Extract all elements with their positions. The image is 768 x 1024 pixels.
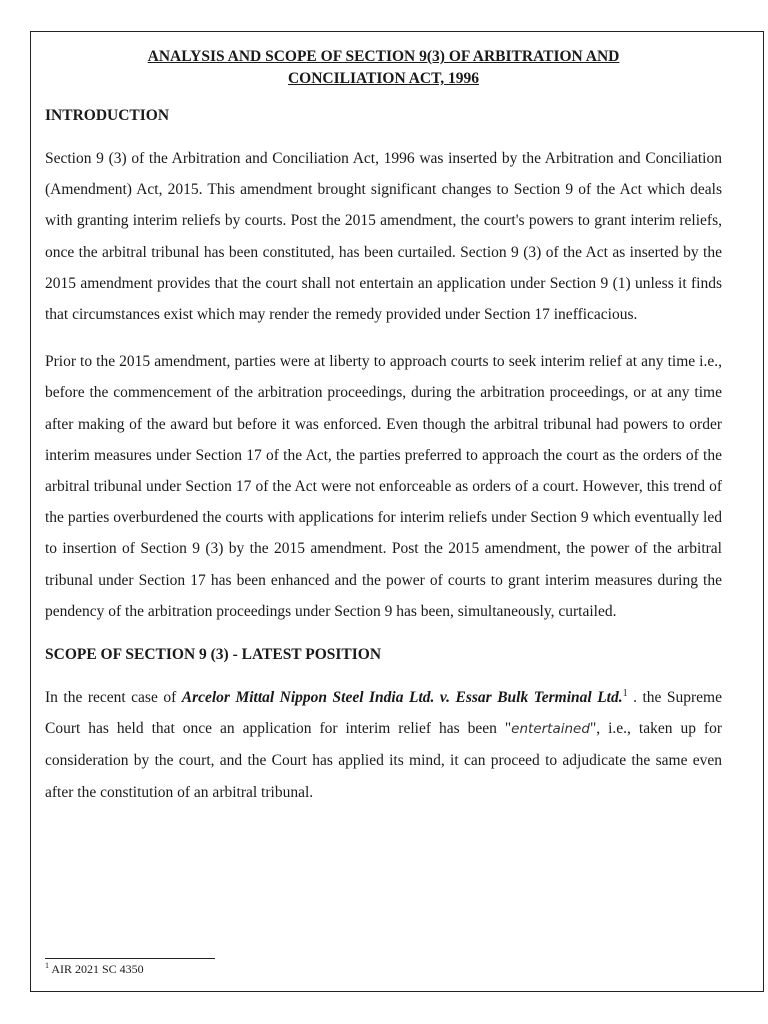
document-title xyxy=(45,46,722,90)
paragraph-latest-position xyxy=(45,682,722,808)
para3-after-ref: . the Supreme Court has held that once an application for interim relief has been " xyxy=(45,689,722,738)
title-line-2: CONCILIATION ACT, 1996 xyxy=(287,70,480,87)
footnote-number: 1 xyxy=(45,961,49,970)
document-body xyxy=(45,46,722,808)
footnote-reference[interactable]: 1 xyxy=(622,687,628,699)
heading-introduction: INTRODUCTION xyxy=(45,107,170,124)
para3-tail: ", i.e., taken up for consideration by the court, and the Court has applied its mind, it can proceed to adjudicate the same even after the constitution of an arbitral tribunal. xyxy=(45,720,722,801)
footnote-text: AIR 2021 SC 4350 xyxy=(49,962,144,976)
quoted-word: entertained xyxy=(511,721,590,738)
footnote-separator xyxy=(45,958,215,959)
footnote xyxy=(45,961,144,977)
para3-lead: In the recent case of xyxy=(45,689,182,707)
case-name: Arcelor Mittal Nippon Steel India Ltd. v. Essar Bulk Terminal Ltd. xyxy=(181,689,623,707)
paragraph-intro: Section 9 (3) of the Arbitration and Conciliation Act, 1996 was inserted by the Arbitration and Conciliation (Amendment) Act, 2015. This amendment brought significant changes to Section 9 of the Act which deals with granting interim reliefs by courts. Post the 2015 amendment, the court's powers to grant interim reliefs, once the arbitral tribunal has been constituted, has been curtailed. Section 9 (3) of the Act as inserted by the 2015 amendment provides that the court shall not entertain an application under Section 9 (1) unless it finds that circumstances exist which may render the remedy provided under Section 17 inefficacious. xyxy=(45,150,722,324)
title-line-1: ANALYSIS AND SCOPE OF SECTION 9(3) OF ARBITRATION AND xyxy=(147,48,620,65)
heading-scope: SCOPE OF SECTION 9 (3) - LATEST POSITION xyxy=(45,646,382,664)
paragraph-history: Prior to the 2015 amendment, parties were at liberty to approach courts to seek interim relief at any time i.e., before the commencement of the arbitration proceedings, during the arbitration proceedings, or at any time after making of the award but before it was enforced. Even though the arbitral tribunal had powers to order interim measures under Section 17 of the Act, the parties preferred to approach the court as the orders of the arbitral tribunal under Section 17 of the Act were not enforceable as orders of a court. However, this trend of the parties overburdened the courts with applications for interim reliefs under Section 9 which eventually led to insertion of Section 9 (3) by the 2015 amendment. Post the 2015 amendment, the power of the arbitral tribunal under Section 17 has been enhanced and the power of courts to grant interim measures during the pendency of the arbitration proceedings under Section 9 has been, simultaneously, curtailed. xyxy=(45,353,722,620)
